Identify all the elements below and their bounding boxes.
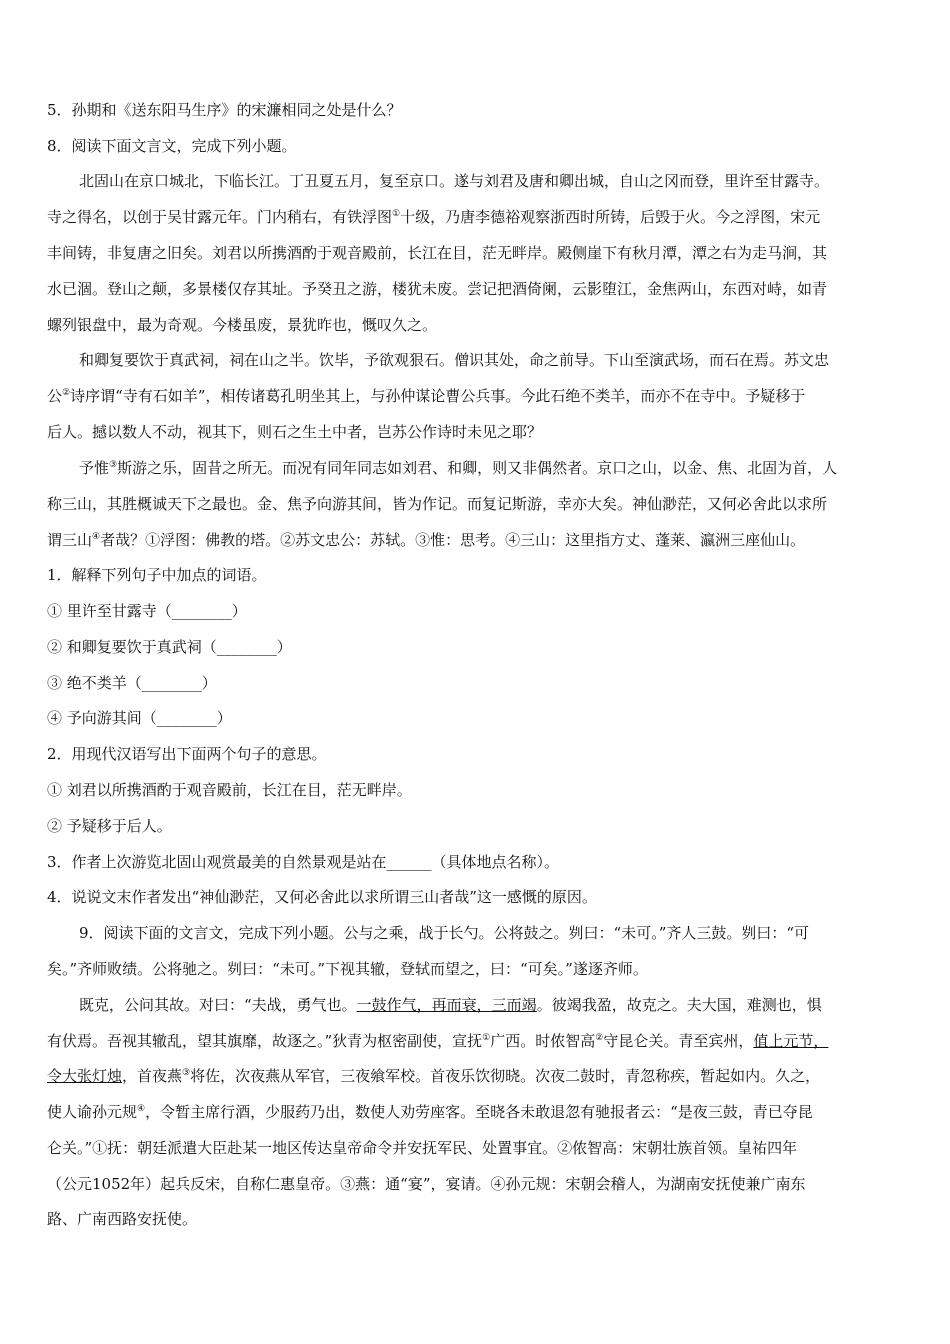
footnote-line: 仑关。”①抚：朝廷派遣大臣赴某一地区传达皇帝命令并安抚军民、处置事宜。②侬智高：宋朝壮族首领。皇祐四年 <box>47 1139 798 1157</box>
passage-paragraph-line: 北固山在京口城北，下临长江。丁丑夏五月，复至京口。遂与刘君及唐和卿出城，自山之冈而登，里许至甘露寺。 <box>79 172 830 190</box>
question-2-text: 2．用现代汉语写出下面两个句子的意思。 <box>47 745 327 763</box>
question-item: ① 刘君以所携酒酌于观音殿前，长江在目，茫无畔岸。 <box>47 781 412 799</box>
passage-paragraph-line: 丰间铸，非复唐之旧矣。刘君以所携酒酌于观音殿前，长江在目，茫无畔岸。殿侧崖下有秋月潭，潭之右为走马涧，其 <box>47 244 828 262</box>
footnote-line: 路、广南西路安抚使。 <box>47 1210 198 1228</box>
passage-paragraph-line: 水已涸。登山之颠，多景楼仅存其址。予癸丑之游，楼犹未废。尝记把酒倚阑，云影堕江，金焦两山，东西对峙，如青 <box>47 280 828 298</box>
underlined-phrase: 一鼓作气，再而衰，三而竭 <box>356 996 537 1014</box>
passage-paragraph-line: 谓三山④者哉？①浮图：佛教的塔。②苏文忠公：苏轼。③惟：思考。④三山：这里指方丈、蓬莱、瀛洲三座仙山。 <box>47 531 806 549</box>
footnote-marker: ② <box>62 388 71 398</box>
passage-paragraph-line: 予惟③斯游之乐，固昔之所无。而况有同年同志如刘君、和卿，则又非偶然者。京口之山，以金、焦、北固为首，人 <box>79 459 838 477</box>
footnote-marker: ② <box>595 1033 604 1043</box>
passage-paragraph-line: 矣。”齐师败绩。公将驰之。刿曰：“未可。”下视其辙，登轼而望之，曰：“可矣。”遂逐齐师。 <box>47 960 648 978</box>
passage-paragraph-line: 有伏焉。吾视其辙乱，望其旗靡，故逐之。”狄青为枢密副使，宣抚①广西。时侬智高②守昆仑关。青至宾州，值上元节， <box>47 1032 829 1050</box>
passage-paragraph-line: 称三山，其胜概诚天下之最也。金、焦予向游其间，皆为作记。而复记斯游，幸亦大矣。神仙渺茫，又何必舍此以求所 <box>47 495 828 513</box>
question-3-text: 3．作者上次游览北固山观赏最美的自然景观是站在______（具体地点名称）。 <box>47 853 560 871</box>
question-1-text: 1．解释下列句子中加点的词语。 <box>47 566 267 584</box>
question-item: ③ 绝不类羊（________） <box>47 674 217 692</box>
footnote-marker: ④ <box>92 532 101 542</box>
passage-paragraph-line: 和卿复要饮于真武祠，祠在山之半。饮毕，予欲观狠石。僧识其处，命之前导。下山至演武场，而石在焉。苏文忠 <box>79 351 830 369</box>
footnote-marker: ① <box>392 209 401 219</box>
footnote-marker: ① <box>482 1033 491 1043</box>
footnote-line: （公元1052年）起兵反宋，自称仁惠皇帝。③燕：通“宴”，宴请。④孙元规：宋朝会稽人，为湖南安抚使兼广南东 <box>47 1175 806 1193</box>
question-item: ② 予疑移于后人。 <box>47 817 172 835</box>
passage-paragraph-line: 公②诗序谓“寺有石如羊”，相传诸葛孔明坐其上，与孙仲谋论曹公兵事。今此石绝不类羊，而亦不在寺中。予疑移于 <box>47 387 806 405</box>
section-8-heading: 8．阅读下面文言文，完成下列小题。 <box>47 137 297 155</box>
question-item: ① 里许至甘露寺（________） <box>47 602 247 620</box>
passage-paragraph-line: 既克，公问其故。对曰：“夫战，勇气也。一鼓作气，再而衰，三而竭。彼竭我盈，故克之。夫大国，难测也，惧 <box>79 996 822 1014</box>
passage-paragraph-line: 螺列银盘中，最为奇观。今楼虽废，景犹昨也，慨叹久之。 <box>47 316 438 334</box>
footnote-marker: ④ <box>137 1104 146 1114</box>
footnote-marker: ③ <box>109 460 118 470</box>
passage-paragraph-line: 寺之得名，以创于吴甘露元年。门内稍右，有铁浮图①十级，乃唐李德裕观察浙西时所铸，后毁于火。今之浮图，宋元 <box>47 208 821 226</box>
question-5-text: 5．孙期和《送东阳马生序》的宋濂相同之处是什么？ <box>47 101 402 119</box>
question-item: ④ 予向游其间（________） <box>47 709 232 727</box>
question-item: ② 和卿复要饮于真武祠（________） <box>47 638 292 656</box>
underlined-phrase: 令大张灯烛 <box>47 1067 123 1085</box>
passage-paragraph-line: 使人谕孙元规④，令暂主席行酒，少服药乃出，数使人劝劳座客。至晓各未敢退忽有驰报者云：“是夜三鼓，青已夺昆 <box>47 1103 813 1121</box>
section-9-heading: 9．阅读下面的文言文，完成下列小题。公与之乘，战于长勺。公将鼓之。刿曰：“未可。”齐人三鼓。刿曰：“可 <box>79 924 810 942</box>
passage-paragraph-line: 后人。撼以数人不动，视其下，则石之生土中者，岂苏公作诗时未见之耶？ <box>47 423 543 441</box>
underlined-phrase: 值上元节， <box>753 1032 829 1050</box>
question-4-text: 4．说说文末作者发出“神仙渺茫，又何必舍此以求所谓三山者哉”这一感慨的原因。 <box>47 888 597 906</box>
passage-paragraph-line: 令大张灯烛，首夜燕③将佐，次夜燕从军官，三夜飨军校。首夜乐饮彻晓。次夜二鼓时，青忽称疾，暂起如内。久之， <box>47 1067 821 1085</box>
footnote-marker: ③ <box>182 1068 191 1078</box>
